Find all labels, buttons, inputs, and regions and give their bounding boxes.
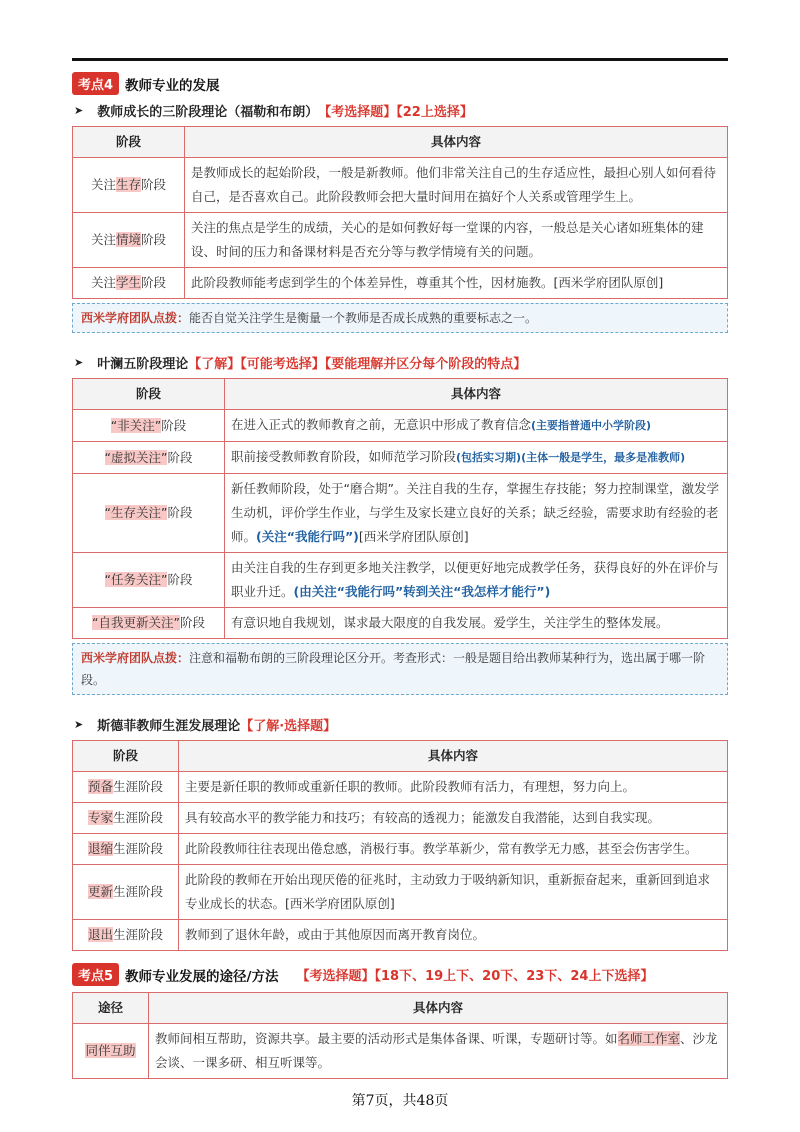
- stage-cell: 更新生涯阶段: [73, 865, 179, 920]
- stage-cell: 关注情境阶段: [73, 213, 185, 268]
- desc-cell: 有意识地自我规划，谋求最大限度的自我发展。爱学生，关注学生的整体发展。: [225, 608, 728, 639]
- table-header-row: [73, 741, 728, 772]
- table-row: [73, 213, 728, 268]
- col-header-stage: 阶段: [73, 379, 225, 410]
- table-row: [73, 865, 728, 920]
- section1-title: 教师成长的三阶段理论（福勒和布朗）: [97, 105, 319, 120]
- desc-cell: 教师到了退休年龄，或由于其他原因而离开教育岗位。: [179, 920, 728, 951]
- table-row: [73, 410, 728, 442]
- table-row: [73, 158, 728, 213]
- kaodian5-title: 教师专业发展的途径/方法: [125, 968, 279, 985]
- table-row: [73, 268, 728, 299]
- page-content: [72, 72, 728, 1079]
- arrow-icon: ➤: [74, 104, 84, 117]
- table-header-row: [73, 379, 728, 410]
- table-header-row: [73, 127, 728, 158]
- stage-cell: 退出生涯阶段: [73, 920, 179, 951]
- col-header-content: 具体内容: [225, 379, 728, 410]
- kaodian5-tag: 考点5: [72, 963, 119, 986]
- arrow-icon: ➤: [74, 718, 84, 731]
- stage-cell: 退缩生涯阶段: [73, 834, 179, 865]
- stage-cell: “非关注”阶段: [73, 410, 225, 442]
- desc-cell: 新任教师阶段，处于“磨合期”。关注自我的生存，掌握生存技能；努力控制课堂，激发学生动机，评价学生作业，与学生及家长建立良好的关系；缺乏经验，需要求助有经验的老师。(关注“我能行吗”)[西米学府团队原创]: [225, 474, 728, 553]
- col-header-path: 途径: [73, 993, 149, 1024]
- desc-cell: 主要是新任职的教师或重新任职的教师。此阶段教师有活力，有理想，努力向上。: [179, 772, 728, 803]
- table-row: [73, 1024, 728, 1079]
- desc-cell: 是教师成长的起始阶段，一般是新教师。他们非常关注自己的生存适应性，最担心别人如何看待自己，是否喜欢自己。此阶段教师会把大量时间用在搞好个人关系或管理学生上。: [185, 158, 728, 213]
- section2-heading: [74, 353, 728, 372]
- section2-table: [72, 378, 728, 639]
- kaodian5-table: [72, 992, 728, 1079]
- table-row: [73, 442, 728, 474]
- section1-table: [72, 126, 728, 299]
- kaodian4-tag: 考点4: [72, 72, 119, 95]
- kaodian4-header: [72, 72, 728, 95]
- col-header-stage: 阶段: [73, 127, 185, 158]
- arrow-icon: ➤: [74, 356, 84, 369]
- col-header-content: 具体内容: [185, 127, 728, 158]
- table-row: [73, 772, 728, 803]
- table-header-row: [73, 993, 728, 1024]
- section2-tags: 【了解】【可能考选择】【要能理解并区分每个阶段的特点】: [188, 357, 527, 372]
- table-row: [73, 920, 728, 951]
- desc-cell: 关注的焦点是学生的成绩，关心的是如何教好每一堂课的内容，一般总是关心诸如班集体的建设、时间的压力和备课材料是否充分等与教学情境有关的问题。: [185, 213, 728, 268]
- stage-cell: “自我更新关注”阶段: [73, 608, 225, 639]
- section1-tip: [72, 303, 728, 333]
- tip-text: 能否自觉关注学生是衡量一个教师是否成长成熟的重要标志之一。: [189, 311, 538, 325]
- header-rule: [72, 58, 728, 61]
- desc-cell: 在进入正式的教师教育之前，无意识中形成了教育信念(主要指普通中小学阶段): [225, 410, 728, 442]
- stage-cell: “虚拟关注”阶段: [73, 442, 225, 474]
- table-row: [73, 608, 728, 639]
- kaodian5-tags: 【考选择题】【18下、19上下、20下、23下、24上下选择】: [296, 969, 654, 984]
- kaodian4-title: 教师专业的发展: [125, 77, 220, 94]
- col-header-content: 具体内容: [149, 993, 728, 1024]
- section3-title: 斯德菲教师生涯发展理论: [97, 719, 241, 734]
- stage-cell: 专家生涯阶段: [73, 803, 179, 834]
- desc-cell: 此阶段教师能考虑到学生的个体差异性，尊重其个性，因材施教。[西米学府团队原创]: [185, 268, 728, 299]
- table-row: [73, 803, 728, 834]
- desc-cell: 教师间相互帮助，资源共享。最主要的活动形式是集体备课、听课，专题研讨等。如名师工作室、沙龙会谈、一课多研、相互听课等。: [149, 1024, 728, 1079]
- page-number: 第7页，共48页: [351, 1093, 449, 1109]
- col-header-stage: 阶段: [73, 741, 179, 772]
- desc-cell: 由关注自我的生存到更多地关注教学，以便更好地完成教学任务，获得良好的外在评价与职业升迁。(由关注“我能行吗”转到关注“我怎样才能行”): [225, 553, 728, 608]
- tip-label: 西米学府团队点拨：: [81, 311, 190, 325]
- stage-cell: 关注学生阶段: [73, 268, 185, 299]
- table-row: [73, 553, 728, 608]
- table-row: [73, 474, 728, 553]
- section3-table: [72, 740, 728, 951]
- stage-cell: “任务关注”阶段: [73, 553, 225, 608]
- stage-cell: 预备生涯阶段: [73, 772, 179, 803]
- section1-tags: 【考选择题】【22上选择】: [318, 105, 473, 120]
- section1-heading: [74, 101, 728, 120]
- stage-cell: 同伴互助: [73, 1024, 149, 1079]
- stage-cell: “生存关注”阶段: [73, 474, 225, 553]
- desc-cell: 此阶段的教师在开始出现厌倦的征兆时，主动致力于吸纳新知识，重新振奋起来，重新回到追求专业成长的状态。[西米学府团队原创]: [179, 865, 728, 920]
- table-row: [73, 834, 728, 865]
- col-header-content: 具体内容: [179, 741, 728, 772]
- kaodian5-header: [72, 963, 728, 986]
- section2-title: 叶澜五阶段理论: [97, 357, 189, 372]
- stage-cell: 关注生存阶段: [73, 158, 185, 213]
- desc-cell: 职前接受教师教育阶段，如师范学习阶段(包括实习期)(主体一般是学生，最多是准教师): [225, 442, 728, 474]
- section2-tip: [72, 643, 728, 695]
- tip-label: 西米学府团队点拨：: [81, 651, 190, 665]
- tip-text: 注意和福勒布朗的三阶段理论区分开。考查形式：一般是题目给出教师某种行为，选出属于哪一阶段。: [81, 651, 706, 687]
- desc-cell: 具有较高水平的教学能力和技巧；有较高的透视力；能激发自我潜能，达到自我实现。: [179, 803, 728, 834]
- desc-cell: 此阶段教师往往表现出倦怠感，消极行事。教学革新少，常有教学无力感，甚至会伤害学生。: [179, 834, 728, 865]
- section3-tags: 【了解·选择题】: [240, 719, 337, 734]
- section3-heading: [74, 715, 728, 734]
